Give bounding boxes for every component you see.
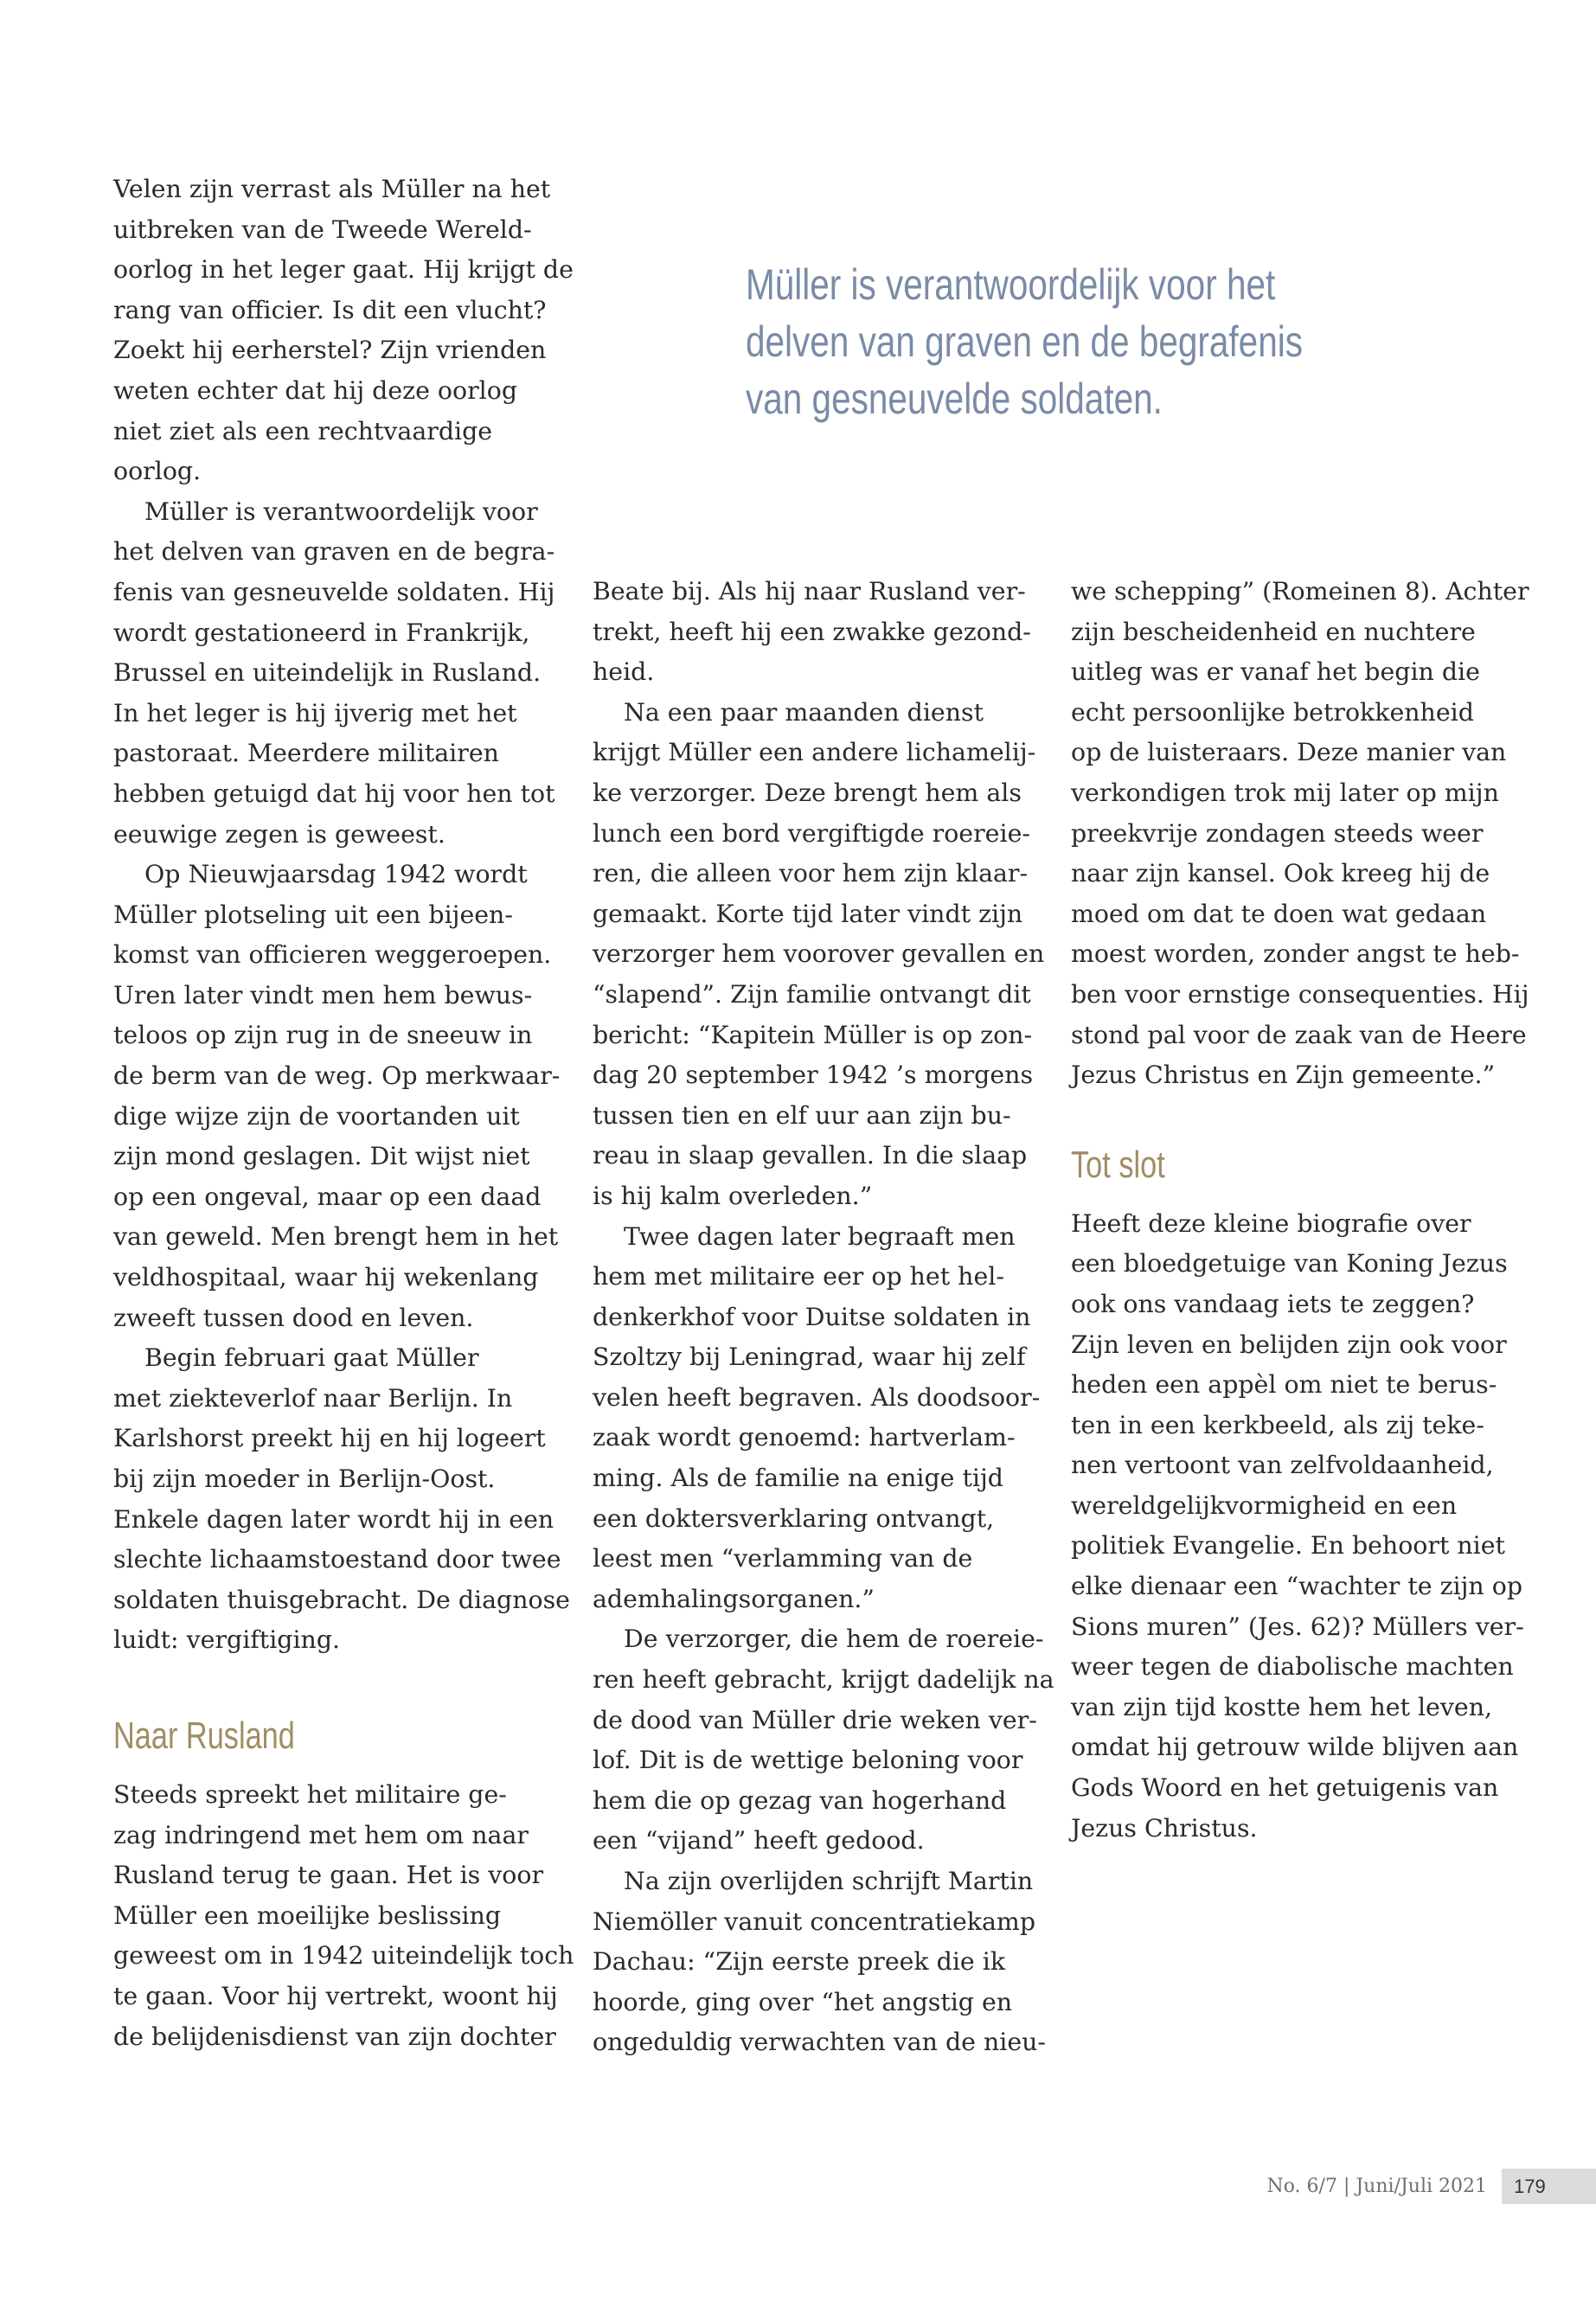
text-line: hoorde, ging over “het angstig en <box>593 1987 1013 2016</box>
paragraph <box>593 572 1042 693</box>
text-line: omdat hij getrouw wilde blijven aan <box>1071 1733 1519 1762</box>
text-line: oorlog. <box>113 457 202 486</box>
text-line: In het leger is hij ijverig met het <box>113 698 517 727</box>
text-line: lof. Dit is de wettige beloning voor <box>593 1746 1023 1775</box>
text-line: stond pal voor de zaak van de Heere <box>1071 1020 1527 1049</box>
text-line: Uren later vindt men hem bewus- <box>113 980 533 1009</box>
text-line: Sions muren” (Jes. 62)? Müllers ver- <box>1071 1612 1524 1641</box>
issue-info: No. 6/7 | Juni/Juli 2021 <box>1266 2176 1487 2197</box>
text-line: ongeduldig verwachten van de nieu- <box>593 2028 1047 2057</box>
text-line: politiek Evangelie. En behoort niet <box>1071 1531 1505 1561</box>
text-line: Niemöller vanuit concentratiekamp <box>593 1907 1036 1936</box>
text-line: zweeft tussen dood en leven. <box>113 1303 474 1332</box>
text-line: heid. <box>593 657 655 687</box>
text-line: Heeft deze kleine biografie over <box>1071 1208 1471 1238</box>
text-line: ren heeft gebracht, krijgt dadelijk na <box>593 1665 1054 1695</box>
text-line: zaak wordt genoemd: hartverlam- <box>593 1423 1016 1452</box>
text-line: op de luisteraars. Deze manier van <box>1071 738 1507 767</box>
text-line: Beate bij. Als hij naar Rusland ver- <box>593 577 1026 606</box>
paragraph <box>593 1619 1054 1862</box>
text-line: Dachau: “Zijn eerste preek die ik <box>593 1947 1006 1977</box>
text-line: krijgt Müller een andere lichamelij- <box>593 738 1036 767</box>
text-line: Enkele dagen later wordt hij in een <box>113 1504 554 1534</box>
page-number: 179 <box>1514 2176 1546 2197</box>
text-line: zijn mond geslagen. Dit wijst niet <box>113 1142 530 1171</box>
text-line: nen vertoont van zelfvoldaanheid, <box>1071 1451 1494 1480</box>
text-line: preekvrije zondagen steeds weer <box>1071 818 1484 848</box>
text-line: teloos op zijn rug in de sneeuw in <box>113 1021 533 1050</box>
paragraph <box>593 1217 1042 1620</box>
text-column-right <box>1071 572 1529 1849</box>
text-line: echt persoonlijke betrokkenheid <box>1071 697 1474 727</box>
text-line: rang van officier. Is dit een vlucht? <box>113 295 547 324</box>
text-line: ke verzorger. Deze brengt hem als <box>593 778 1022 807</box>
text-line: te gaan. Voor hij vertrekt, woont hij <box>113 1981 558 2010</box>
text-line: bij zijn moeder in Berlijn-Oost. <box>113 1465 496 1493</box>
text-line: Steeds spreekt het militaire ge- <box>113 1779 507 1809</box>
text-line: ook ons vandaag iets te zeggen? <box>1071 1289 1475 1318</box>
text-line: de belijdenisdienst van zijn dochter <box>113 2022 556 2051</box>
text-line: gemaakt. Korte tijd later vindt zijn <box>593 899 1023 928</box>
text-line: het delven van graven en de begra- <box>113 537 555 567</box>
text-line: hem die op gezag van hogerhand <box>593 1785 1007 1815</box>
text-line: op een ongeval, maar op een daad <box>113 1182 542 1211</box>
text-line: weten echter dat hij deze oorlog <box>113 375 518 405</box>
text-line: Na zijn overlijden schrijft Martin <box>624 1867 1034 1895</box>
text-line: dag 20 september 1942 ’s morgens <box>593 1061 1034 1090</box>
pull-quote-line: delven van graven en de begrafenis <box>746 317 1303 366</box>
text-line: ming. Als de familie na enige tijd <box>593 1464 1003 1493</box>
text-line: Brussel en uiteindelijk in Rusland. <box>113 658 542 688</box>
text-line: hem met militaire eer op het hel- <box>593 1262 1004 1292</box>
text-line: Zoekt hij eerherstel? Zijn vrienden <box>113 336 547 365</box>
text-line: Na een paar maanden dienst <box>624 697 984 727</box>
text-line: “slapend”. Zijn familie ontvangt dit <box>593 979 1031 1009</box>
text-line: bericht: “Kapitein Müller is op zon- <box>593 1020 1033 1049</box>
text-line: we schepping” (Romeinen 8). Achter <box>1071 577 1529 606</box>
text-line: hebben getuigd dat hij voor hen tot <box>113 779 555 808</box>
text-line: Jezus Christus en Zijn gemeente.” <box>1071 1061 1496 1090</box>
text-line: fenis van gesneuvelde soldaten. Hij <box>113 577 555 606</box>
pull-quote <box>746 256 1376 427</box>
paragraph <box>113 1775 574 2057</box>
text-line: De verzorger, die hem de roereie- <box>624 1625 1044 1654</box>
text-line: trekt, heeft hij een zwakke gezond- <box>593 617 1031 646</box>
text-line: eeuwige zegen is geweest. <box>113 819 445 849</box>
text-line: reau in slaap gevallen. In die slaap <box>593 1141 1028 1170</box>
text-line: een bloedgetuige van Koning Jezus <box>1071 1249 1508 1279</box>
text-line: Jezus Christus. <box>1071 1813 1258 1843</box>
text-line: zag indringend met hem om naar <box>113 1820 529 1849</box>
text-line: ten in een kerkbeeld, als zij teke- <box>1071 1410 1484 1439</box>
text-line: een “vijand” heeft gedood. <box>593 1826 925 1856</box>
text-line: geweest om in 1942 uiteindelijk toch <box>113 1941 574 1971</box>
text-line: komst van officieren weggeroepen. <box>113 940 552 970</box>
paragraph <box>593 1862 1047 2063</box>
text-line: denkerkhof voor Duitse soldaten in <box>593 1302 1031 1331</box>
text-line: uitbreken van de Tweede Wereld- <box>113 215 532 244</box>
paragraph <box>113 1338 570 1661</box>
paragraph <box>1071 1204 1524 1849</box>
paragraph <box>593 693 1045 1217</box>
section-heading-naar-rusland: Naar Rusland <box>113 1714 295 1757</box>
text-line: soldaten thuisgebracht. De diagnose <box>113 1585 570 1614</box>
text-line: veldhospitaal, waar hij wekenlang <box>113 1263 539 1292</box>
text-line: een doktersverklaring ontvangt, <box>593 1503 995 1533</box>
paragraph <box>113 855 563 1338</box>
text-line: pastoraat. Meerdere militairen <box>113 739 499 768</box>
text-line: de berm van de weg. Op merkwaar- <box>113 1061 561 1091</box>
pull-quote-line: van gesneuvelde soldaten. <box>746 375 1163 423</box>
text-line: slechte lichaamstoestand door twee <box>113 1545 561 1574</box>
section-heading-tot-slot: Tot slot <box>1071 1143 1165 1186</box>
paragraph <box>113 170 574 492</box>
text-line: niet ziet als een rechtvaardige <box>113 416 493 445</box>
text-line: moest worden, zonder angst te heb- <box>1071 939 1520 969</box>
text-line: moed om dat te doen wat gedaan <box>1071 899 1487 928</box>
text-column-left <box>113 170 574 2057</box>
text-line: wordt gestationeerd in Frankrijk, <box>113 618 530 647</box>
text-line: leest men “verlamming van de <box>593 1544 973 1574</box>
text-line: zijn bescheidenheid en nuchtere <box>1071 617 1476 646</box>
text-line: velen heeft begraven. Als doodsoor- <box>593 1382 1041 1412</box>
paragraph <box>1071 572 1529 1096</box>
text-line: ben voor ernstige consequenties. Hij <box>1071 979 1529 1009</box>
text-column-middle <box>593 572 1054 2063</box>
text-line: van geweld. Men brengt hem in het <box>113 1222 559 1252</box>
text-line: Karlshorst preekt hij en hij logeert <box>113 1424 546 1453</box>
text-line: luidt: vergiftiging. <box>113 1625 341 1655</box>
text-line: Müller is verantwoordelijk voor <box>144 497 538 526</box>
text-line: ren, die alleen voor hem zijn klaar- <box>593 859 1029 888</box>
text-line: oorlog in het leger gaat. Hij krijgt de <box>113 255 574 285</box>
text-line: Velen zijn verrast als Müller na het <box>113 175 551 203</box>
page-number-box <box>1502 2169 1596 2204</box>
text-line: van zijn tijd kostte hem het leven, <box>1071 1692 1493 1721</box>
text-line: Twee dagen later begraaft men <box>624 1221 1016 1251</box>
text-line: Begin februari gaat Müller <box>144 1343 479 1373</box>
paragraph <box>113 492 563 855</box>
text-line: elke dienaar een “wachter te zijn op <box>1071 1572 1522 1601</box>
text-line: Rusland terug te gaan. Het is voor <box>113 1861 544 1890</box>
text-line: Müller plotseling uit een bijeen- <box>113 900 513 929</box>
text-line: Szoltzy bij Leningrad, waar hij zelf <box>593 1343 1026 1372</box>
text-line: Op Nieuwjaarsdag 1942 wordt <box>144 860 528 889</box>
text-line: verzorger hem voorover gevallen en <box>593 939 1045 969</box>
text-line: Müller een moeilijke beslissing <box>113 1900 502 1930</box>
text-line: wereldgelijkvormigheid en een <box>1071 1490 1458 1520</box>
text-line: heden een appèl om niet te berus- <box>1071 1370 1497 1400</box>
text-line: is hij kalm overleden.” <box>593 1181 873 1210</box>
text-line: tussen tien en elf uur aan zijn bu- <box>593 1100 1011 1130</box>
text-line: lunch een bord vergiftigde roereie- <box>593 818 1030 848</box>
text-line: uitleg was er vanaf het begin die <box>1071 657 1480 687</box>
pull-quote-line: Müller is verantwoordelijk voor het <box>746 260 1276 309</box>
text-line: Zijn leven en belijden zijn ook voor <box>1071 1330 1507 1359</box>
text-line: naar zijn kansel. Ook kreeg hij de <box>1071 859 1490 888</box>
text-line: Gods Woord en het getuigenis van <box>1071 1773 1499 1803</box>
page-footer <box>1125 2169 1596 2204</box>
text-line: de dood van Müller drie weken ver- <box>593 1705 1037 1734</box>
text-line: met ziekteverlof naar Berlijn. In <box>113 1383 513 1413</box>
text-line: weer tegen de diabolische machten <box>1071 1652 1514 1682</box>
text-line: dige wijze zijn de voortanden uit <box>113 1101 520 1131</box>
text-line: verkondigen trok mij later op mijn <box>1071 778 1499 807</box>
text-line: ademhalingsorganen.” <box>593 1584 875 1613</box>
